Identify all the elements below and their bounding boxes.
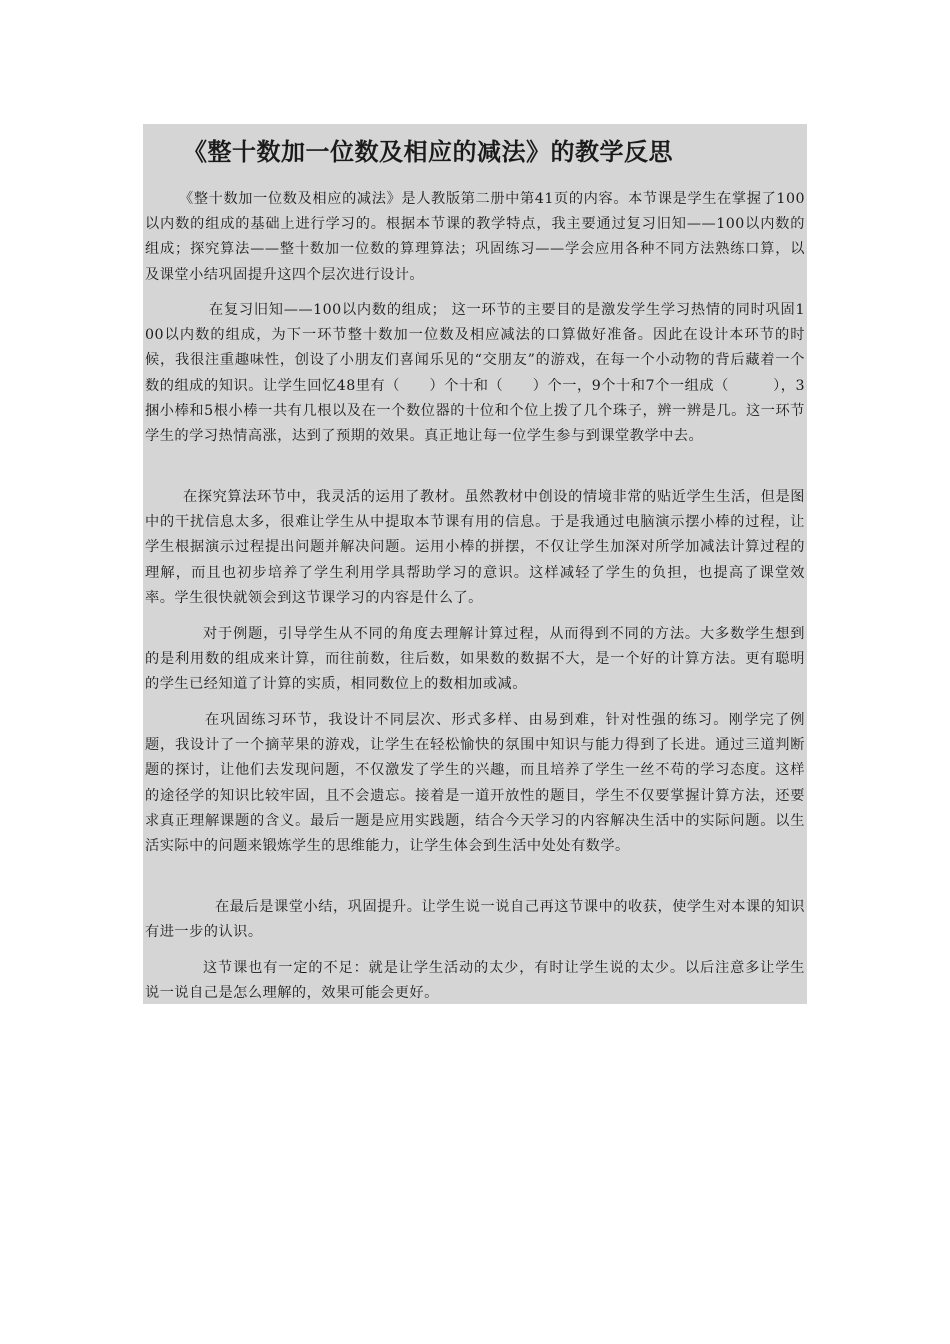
paragraph-shortcomings: 这节课也有一定的不足：就是让学生活动的太少，有时让学生说的太少。以后注意多让学生说一说自己是怎么理解的，效果可能会更好。 — [145, 960, 805, 1002]
paragraph-review-section: 在复习旧知——100以内数的组成； 这一环节的主要目的是激发学生学习热情的同时巩固100以内数的组成，为下一环节整十数加一位数及相应减法的口算做好准备。因此在设计本环节的时候，我很注重趣味性，创设了小朋友们喜闻乐见的“交朋友”的游戏，在每一个小动物的背后藏着一个数的组成的知识。让学生回忆48里有（ ）个十和（ ）个一，9个十和7个一组成（ ），3捆小棒和5根小棒一共有几根以及在一个数位器的十位和个位上拨了几个珠子，辨一辨是几。这一环节学生的学习热情高涨，达到了预期的效果。真正地让每一位学生参与到课堂教学中去。 — [145, 302, 805, 445]
paragraph-summary-section: 在最后是课堂小结，巩固提升。让学生说一说自己再这节课中的收获，使学生对本课的知识有进一步的认识。 — [145, 899, 805, 941]
paragraph-practice-section: 在巩固练习环节，我设计不同层次、形式多样、由易到难，针对性强的练习。刚学完了例题，我设计了一个摘苹果的游戏，让学生在轻松愉快的氛围中知识与能力得到了长进。通过三道判断题的探讨，让他们去发现问题，不仅激发了学生的兴趣，而且培养了学生一丝不苟的学习态度。这样的途径学的知识比较牢固，且不会遗忘。接着是一道开放性的题目，学生不仅要掌握计算方法，还要求真正理解课题的含义。最后一题是应用实践题，结合今天学习的内容解决生活中的实际问题。以生活实际中的问题来锻炼学生的思维能力，让学生体会到生活中处处有数学。 — [145, 712, 805, 855]
paragraph-explore-section: 在探究算法环节中，我灵活的运用了教材。虽然教材中创设的情境非常的贴近学生生活，但是图中的干扰信息太多，很难让学生从中提取本节课有用的信息。于是我通过电脑演示摆小棒的过程，让学生根据演示过程提出问题并解决问题。运用小棒的拼摆，不仅让学生加深对所学加减法计算过程的理解，而且也初步培养了学生利用学具帮助学习的意识。这样减轻了学生的负担，也提高了课堂效率。学生很快就领会到这节课学习的内容是什么了。 — [145, 489, 805, 606]
paragraph-example-section: 对于例题，引导学生从不同的角度去理解计算过程，从而得到不同的方法。大多数学生想到的是利用数的组成来计算，而往前数，往后数，如果数的数据不大，是一个好的计算方法。更有聪明的学生已经知道了计算的实质，相同数位上的数相加或减。 — [145, 626, 805, 693]
document-title: 《整十数加一位数及相应的减法》的教学反思 — [183, 138, 673, 166]
document-text-block — [143, 124, 807, 1004]
paragraph-intro: 《整十数加一位数及相应的减法》是人教版第二册中第41页的内容。本节课是学生在掌握了100以内数的组成的基础上进行学习的。根据本节课的教学特点，我主要通过复习旧知——100以内数的组成；探究算法——整十数加一位数的算理算法；巩固练习——学会应用各种不同方法熟练口算，以及课堂小结巩固提升这四个层次进行设计。 — [145, 191, 805, 283]
